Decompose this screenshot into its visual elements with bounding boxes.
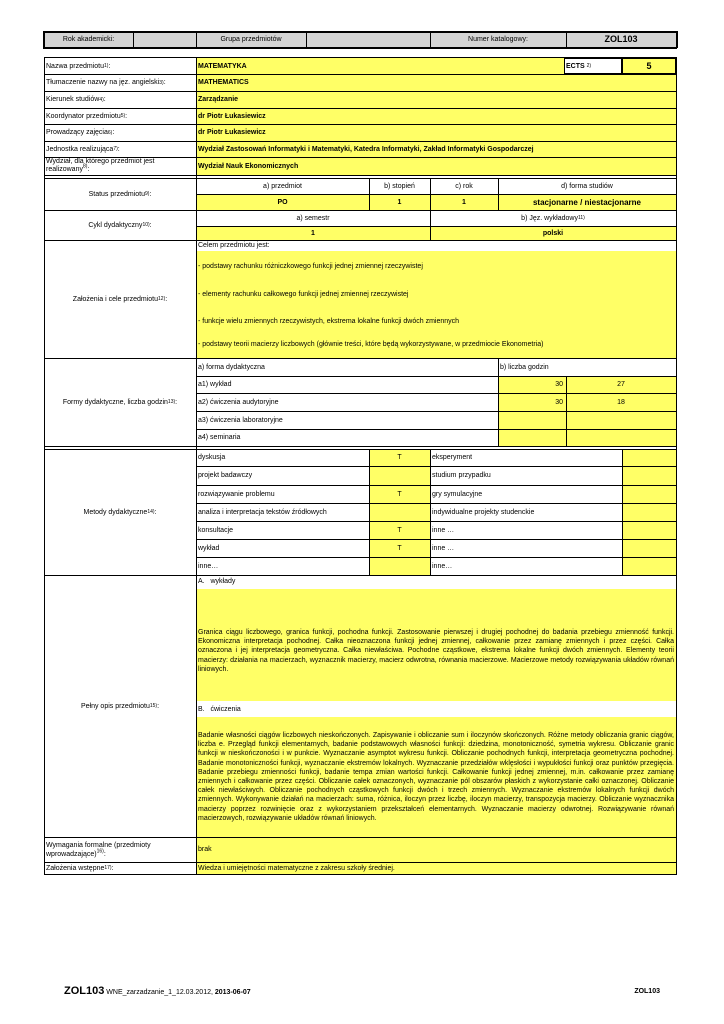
method-mark2: [622, 503, 676, 521]
header-border: [133, 31, 134, 48]
method-left: konsultacje: [198, 526, 234, 534]
grid-line: [196, 411, 677, 412]
grid-line: [44, 74, 564, 75]
footer-info: [64, 984, 364, 998]
method-right: studium przypadku: [432, 472, 491, 479]
grid-line: [498, 358, 499, 446]
ects-value: 5: [646, 60, 652, 71]
forms-row-name: a2) ćwiczenia audytoryjne: [198, 398, 279, 406]
grid-line: [44, 178, 677, 179]
forms-col-a: a) forma dydaktyczna: [198, 363, 265, 371]
method-mark2: [622, 485, 676, 503]
teacher-label: Prowadzący zajęcia 6) :: [46, 129, 115, 136]
grid-line: [622, 449, 623, 575]
goals-item: - elementy rachunku całkowego funkcji jednej zmiennej rzeczywistej: [198, 291, 409, 298]
method-right: gry symulacyjne: [432, 490, 483, 498]
method-mark2: [622, 449, 676, 466]
forms-row-hours: 30: [555, 398, 563, 406]
method-mark: [369, 503, 430, 521]
method-mark: T: [397, 544, 402, 552]
method-mark2: [622, 539, 676, 557]
unit-value: Wydział Zastosowań Informatyki i Matematyki, Katedra Informatyki, Zakład Informatyki Gospodarczej: [198, 145, 534, 153]
grid-line: [675, 57, 677, 75]
grid-line: [369, 449, 370, 575]
method-right: inne …: [432, 544, 455, 552]
method-mark2: [622, 557, 676, 575]
grid-line: [196, 503, 677, 504]
teacher-value: dr Piotr Łukasiewicz: [198, 129, 266, 136]
method-mark2: [622, 466, 676, 485]
grid-line: [196, 539, 677, 540]
cycle-label: Cykl dydaktyczny 10) :: [88, 221, 152, 229]
cycle-val-a: 1: [311, 229, 315, 237]
grid-line: [564, 57, 565, 75]
status-col-a: a) przedmiot: [263, 182, 302, 190]
academic-year-label: Rok akademicki:: [44, 31, 133, 48]
header-border: [196, 31, 197, 48]
cycle-col-b: b) Jęz. wykładowy 11): [521, 214, 585, 222]
grid-line: [621, 57, 623, 75]
footer-code: ZOL103: [64, 985, 105, 997]
grid-line: [44, 874, 677, 875]
grid-line: [44, 210, 677, 211]
grid-line: [498, 178, 499, 210]
grid-line: [196, 226, 677, 227]
name-value: MATEMATYKA: [198, 62, 247, 70]
prerequisites-label: Założenia wstępne 17) :: [46, 864, 114, 872]
prerequisites-value: Wiedza i umiejętności matematyczne z zakresu szkoły średniej.: [198, 864, 395, 872]
method-left: wykład: [198, 544, 220, 552]
method-right: indywidualne projekty studenckie: [432, 508, 535, 516]
header-border: [676, 31, 678, 48]
cycle-col-a: a) semestr: [296, 214, 330, 222]
forms-row-name: a1) wykład: [198, 381, 232, 388]
status-label: Status przedmiotu 9) :: [88, 190, 152, 198]
grid-line: [196, 485, 677, 486]
method-left: dyskusja: [198, 454, 226, 461]
description-section-b-text: Badanie własności ciągów liczbowych nieskończonych. Zapisywanie i obliczanie sum i iloczynów skończonych. Różne metody obliczania granic ciągów, liczba e. Przegląd funkcji elementarnych, badanie podstawowych własności funkcji: dziedzina, monotoniczność, symetria wykresu. Obliczanie granic funkcji w nieskończoności i w punkcie. Wyznaczanie asymptot wykresu funkcji. Obliczanie pochodnych funkcji, interpretacja geometryczna pochodnej. Badanie monotoniczności funkcji, wyznaczanie ekstremów lokalnych. Wyznaczanie przedziałów wklęsłości i wypukłości funkcji oraz punktów przegięcia. Badanie przebiegu zmienności funkcji, badanie tempa zmian wartości funkcji. Całkowanie funkcji jednej zmiennej, m.in. całkowanie przez zamianę zmiennych i całkowanie przez części. Obliczanie całek oznaczonych, wyznaczanie pól obszarów płaskich z wykorzystanie całki oznaczonej. Obliczanie całek niewłaściwych. Obliczanie pochodnych cząstkowych funkcji dwóch i trzech zmiennych. Wyznaczanie ekstremów lokalnych funkcji dwóch zmiennych. Wykonywanie działań na macierzach: suma, różnica, iloczyn przez liczbę, iloczyn macierzy, transpozycja macierzy. Obliczanie wyznacznika macierzy poprzez rozwinięcie oraz z wykorzystaniem przekształceń elementarnych. Wyznaczanie macierzy odwrotnej. Rozwiązywanie równań macierzowych, rozwiązywanie układów równań liniowych.: [198, 732, 674, 822]
footer-right-code: ZOL103: [634, 988, 660, 995]
header-border: [306, 31, 307, 48]
academic-year-value: [133, 31, 196, 48]
method-left: analiza i interpretacja tekstów źródłowych: [198, 508, 327, 516]
forms-row-hours-alt: [566, 429, 676, 446]
cycle-val-b: polski: [542, 229, 564, 237]
forms-row-name: a3) ćwiczenia laboratoryjne: [198, 416, 283, 424]
header-border-bottom: [43, 47, 677, 49]
forms-label: Formy dydaktyczne, liczba godzin 13) :: [62, 398, 178, 406]
grid-line: [44, 141, 677, 142]
method-right: eksperyment: [432, 454, 473, 461]
grid-line: [44, 837, 677, 838]
grid-line: [196, 466, 677, 467]
grid-line: [44, 240, 677, 241]
name-label: Nazwa przedmiotu 1) :: [46, 62, 111, 70]
status-col-c: c) rok: [455, 182, 473, 190]
forms-col-b: b) liczba godzin: [500, 363, 549, 371]
requirements-label: Wymagania formalne (przedmioty wprowadzające)$^{16)}$:: [46, 841, 151, 858]
grid-line: [44, 446, 677, 447]
method-mark: [369, 466, 430, 485]
field-value: Zarządzanie: [198, 96, 239, 103]
grid-line: [44, 358, 677, 359]
method-mark: [369, 557, 430, 575]
status-col-d: d) forma studiów: [561, 182, 613, 190]
status-val-a: PO: [277, 198, 288, 206]
method-left: projekt badawczy: [198, 472, 253, 479]
english-label: Tłumaczenie nazwy na jęz. angielski 3) :: [46, 79, 166, 86]
grid-line: [196, 376, 677, 377]
method-right: inne …: [432, 526, 455, 534]
method-mark: T: [397, 454, 402, 461]
unit-label: Jednostka realizująca 7) :: [46, 145, 120, 153]
grid-line: [44, 57, 45, 875]
grid-line: [369, 178, 370, 210]
description-section-a-title: A. wykłady: [198, 578, 236, 585]
goals-item: - podstawy teorii macierzy liczbowych (głównie treści, które będą wykorzystywane, w przedmiocie Ekonometria): [198, 341, 544, 348]
description-label: Pełny opis przedmiotu 15) :: [80, 702, 160, 710]
grid-line: [566, 376, 567, 446]
forms-row-name: a4) seminaria: [198, 434, 241, 441]
forms-row-hours-alt: 18: [617, 398, 625, 406]
goals-item: - podstawy rachunku różniczkowego funkcji jednej zmiennej rzeczywistej: [198, 263, 423, 270]
forms-row-hours: [498, 411, 566, 429]
goals-item: - funkcje wielu zmiennych rzeczywistych, ekstrema lokalne funkcji dwóch zmiennych: [198, 318, 460, 325]
method-left: inne…: [198, 562, 219, 570]
footer-date: 2013-06-07: [212, 989, 251, 996]
footer-doc: WNE_zarzadzanie_1_12.03.2012,: [104, 989, 213, 996]
forms-row-hours-alt: 27: [617, 381, 625, 388]
requirements-value: brak: [198, 846, 212, 853]
faculty-value: Wydział Nauk Ekonomicznych: [198, 162, 299, 170]
grid-line: [44, 449, 677, 450]
description-section-b-title: B. ćwiczenia: [198, 706, 241, 713]
grid-line: [44, 575, 677, 576]
status-col-b: b) stopień: [384, 182, 415, 190]
status-val-c: 1: [462, 198, 466, 206]
grid-line: [430, 449, 431, 575]
goals-label: Założenia i cele przedmiotu 12) :: [72, 295, 168, 303]
grid-line: [196, 393, 677, 394]
grid-line: [196, 521, 677, 522]
field-label: Kierunek studiów 4) :: [46, 96, 106, 103]
grid-line: [44, 91, 677, 92]
forms-row-hours: 30: [555, 381, 563, 388]
header-border: [43, 31, 45, 48]
method-left: rozwiązywanie problemu: [198, 490, 275, 498]
grid-line: [430, 178, 431, 240]
method-right: inne…: [432, 562, 453, 570]
status-val-d: stacjonarne / niestacjonarne: [532, 197, 642, 207]
goals-intro: Celem przedmiotu jest:: [198, 242, 270, 249]
ects-label: ECTS 2): [564, 58, 622, 74]
status-val-b: 1: [397, 198, 402, 206]
faculty-label: Wydział, dla którego przedmiot jest realizowany$^{8)}$:: [46, 158, 155, 173]
grid-line: [196, 194, 677, 195]
methods-label: Metody dydaktyczne 14) :: [83, 508, 157, 516]
catalog-label: Numer katalogowy:: [430, 31, 566, 48]
grid-line: [44, 124, 677, 125]
coordinator-value: dr Piotr Łukasiewicz: [198, 112, 266, 120]
header-border-top: [43, 31, 677, 33]
header-border: [430, 31, 431, 48]
group-value: [306, 31, 430, 48]
grid-line: [44, 108, 677, 109]
coordinator-label: Koordynator przedmiotu 5) :: [46, 112, 128, 120]
catalog-number: ZOL103: [566, 31, 676, 48]
group-label: Grupa przedmiotów: [196, 31, 306, 48]
method-mark: T: [397, 526, 402, 534]
grid-line: [44, 157, 677, 158]
english-value: MATHEMATICS: [198, 79, 249, 86]
forms-row-hours: [498, 429, 566, 446]
grid-line: [44, 175, 677, 176]
method-mark2: [622, 521, 676, 539]
grid-line: [44, 862, 677, 863]
grid-line: [196, 429, 677, 430]
method-mark: T: [397, 490, 402, 498]
header-border: [566, 31, 567, 48]
description-section-a-text: Granica ciągu liczbowego, granica funkcji, pochodna funkcji. Zastosowanie pierwszej i drugiej pochodnej do badania przebiegu zmienność funkcji. Ekonomiczna interpretacja pochodnej. Całka nieoznaczona funkcji jednej zmiennej, całkowanie przez zamianę zmiennych i przez części. Całka oznaczona i jej interpretacja geometryczna. Całka niewłaściwa. Pochodne cząstkowe, ekstrema lokalne funkcji dwóch zmiennych. Elementy teorii macierzy: działania na macierzach, wyznacznik macierzy, macierz odwrotna, równania macierzowe. Macierzowe metody rozwiązywania układów równań liniowych.: [198, 629, 674, 673]
forms-row-hours-alt: [566, 411, 676, 429]
grid-line: [196, 557, 677, 558]
